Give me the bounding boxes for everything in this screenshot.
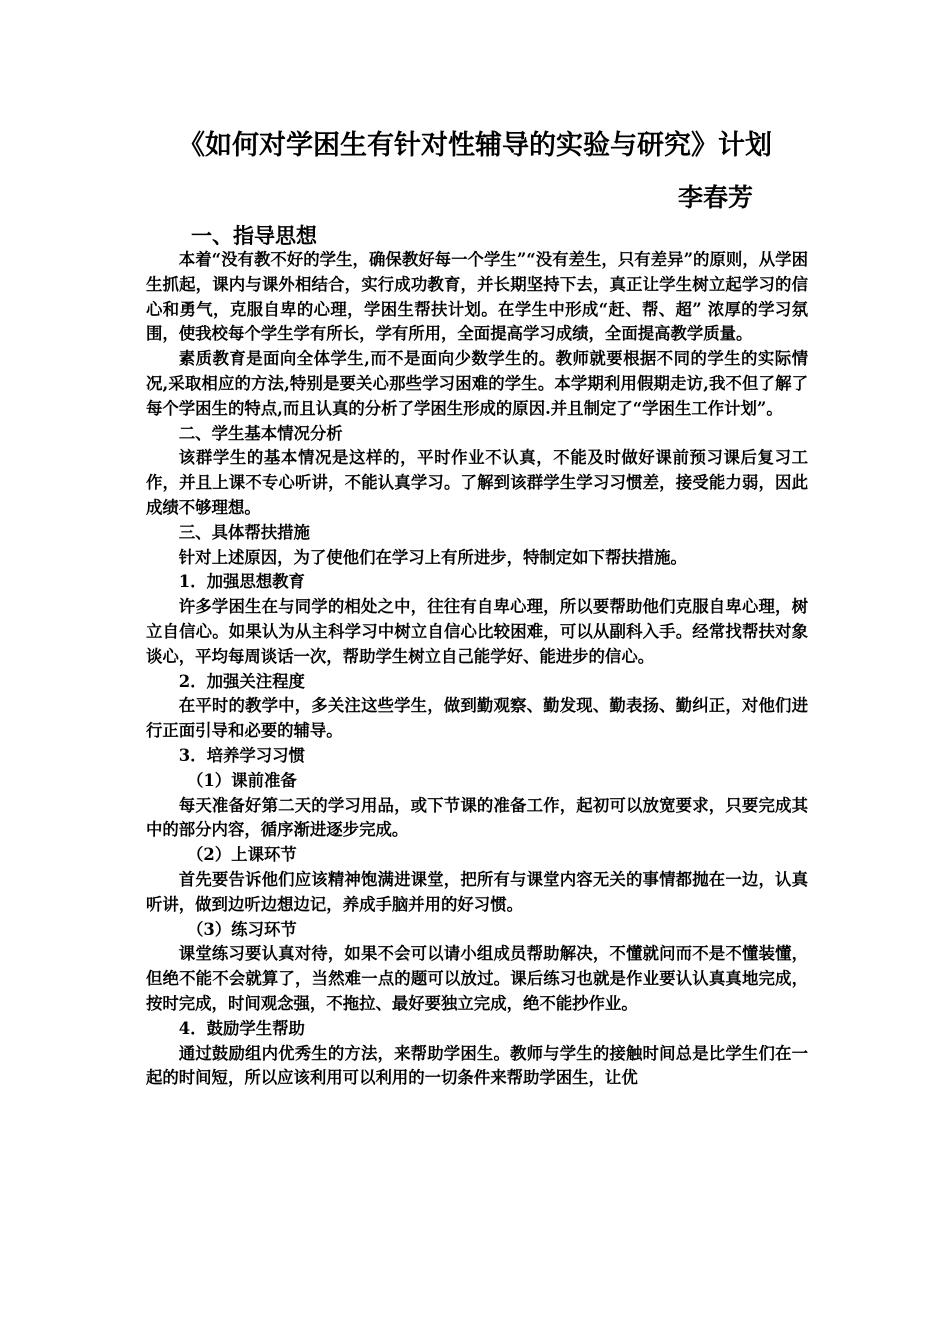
paragraph: 本着“没有教不好的学生，确保教好每一个学生”“没有差生，只有差异”的原则，从学困生抓起，课内与课外相结合，实行成功教育，并长期坚持下去，真正让学生树立起学习的信心和勇气，克服自卑的心理，学困生帮扶计划。在学生中形成“赶、帮、超” 浓厚的学习氛围，使我校每个学生学有所长，学有所用，全面提高学习成绩，全面提高教学质量。 bbox=[146, 250, 808, 344]
paragraph: 通过鼓励组内优秀生的方法，来帮助学困生。教师与学生的接触时间总是比学生们在一起的时间短，所以应该利用可以利用的一切条件来帮助学困生，让优 bbox=[146, 1043, 808, 1088]
subsection-heading: 4．鼓励学生帮助 bbox=[178, 1018, 305, 1038]
paragraph: 该群学生的基本情况是这样的，平时作业不认真，不能及时做好课前预习课后复习工作，并且上课不专心听讲，不能认真学习。了解到该群学生学习习惯差，接受能力弱，因此成绩不够理想。 bbox=[146, 448, 808, 517]
paragraph: 素质教育是面向全体学生,而不是面向少数学生的。教师就要根据不同的学生的实际情况,采取相应的方法,特别是要关心那些学习困难的学生。本学期利用假期走访,我不但了解了每个学困生的特点,而且认真的分析了学困生形成的原因.并且制定了“学困生工作计划”。 bbox=[146, 349, 808, 418]
subsection-heading: 2．加强关注程度 bbox=[178, 671, 305, 691]
item-heading: （2）上课环节 bbox=[187, 845, 297, 865]
section-heading: 二、学生基本情况分析 bbox=[178, 423, 343, 443]
item-heading: （1）课前准备 bbox=[187, 770, 297, 790]
paragraph: 首先要告诉他们应该精神饱满进课堂，把所有与课堂内容无关的事情都抛在一边，认真听讲，做到边听边想边记，养成手脑并用的好习惯。 bbox=[146, 869, 808, 914]
document-title: 《如何对学困生有针对性辅导的实验与研究》计划 bbox=[178, 130, 772, 161]
subsection-heading: 1．加强思想教育 bbox=[178, 572, 305, 592]
paragraph: 课堂练习要认真对待，如果不会可以请小组成员帮助解决，不懂就问而不是不懂装懂，但绝不能不会就算了，当然难一点的题可以放过。课后练习也就是作业要认认真真地完成，按时完成，时间观念强，不拖拉、最好要独立完成，绝不能抄作业。 bbox=[146, 944, 808, 1013]
paragraph: 每天准备好第二天的学习用品，或下节课的准备工作，起初可以放宽要求，只要完成其中的部分内容，循序渐进逐步完成。 bbox=[146, 795, 808, 840]
paragraph: 许多学困生在与同学的相处之中，往往有自卑心理，所以要帮助他们克服自卑心理，树立自信心。如果认为从主科学习中树立自信心比较困难，可以从副科入手。经常找帮扶对象谈心，平均每周谈话一次，帮助学生树立自己能学好、能进步的信心。 bbox=[146, 597, 808, 666]
paragraph: 针对上述原因，为了使他们在学习上有所进步，特制定如下帮扶措施。 bbox=[178, 547, 687, 567]
section-heading: 三、具体帮扶措施 bbox=[178, 522, 310, 542]
item-heading: （3）练习环节 bbox=[187, 919, 297, 939]
subsection-heading: 3．培养学习习惯 bbox=[178, 745, 305, 765]
document-author: 李春芳 bbox=[678, 183, 754, 212]
document-body bbox=[146, 248, 808, 1091]
section-heading-guiding-ideology: 一、指导思想 bbox=[191, 223, 317, 248]
paragraph: 在平时的教学中，多关注这些学生，做到勤观察、勤发现、勤表扬、勤纠正，对他们进行正面引导和必要的辅导。 bbox=[146, 696, 808, 741]
